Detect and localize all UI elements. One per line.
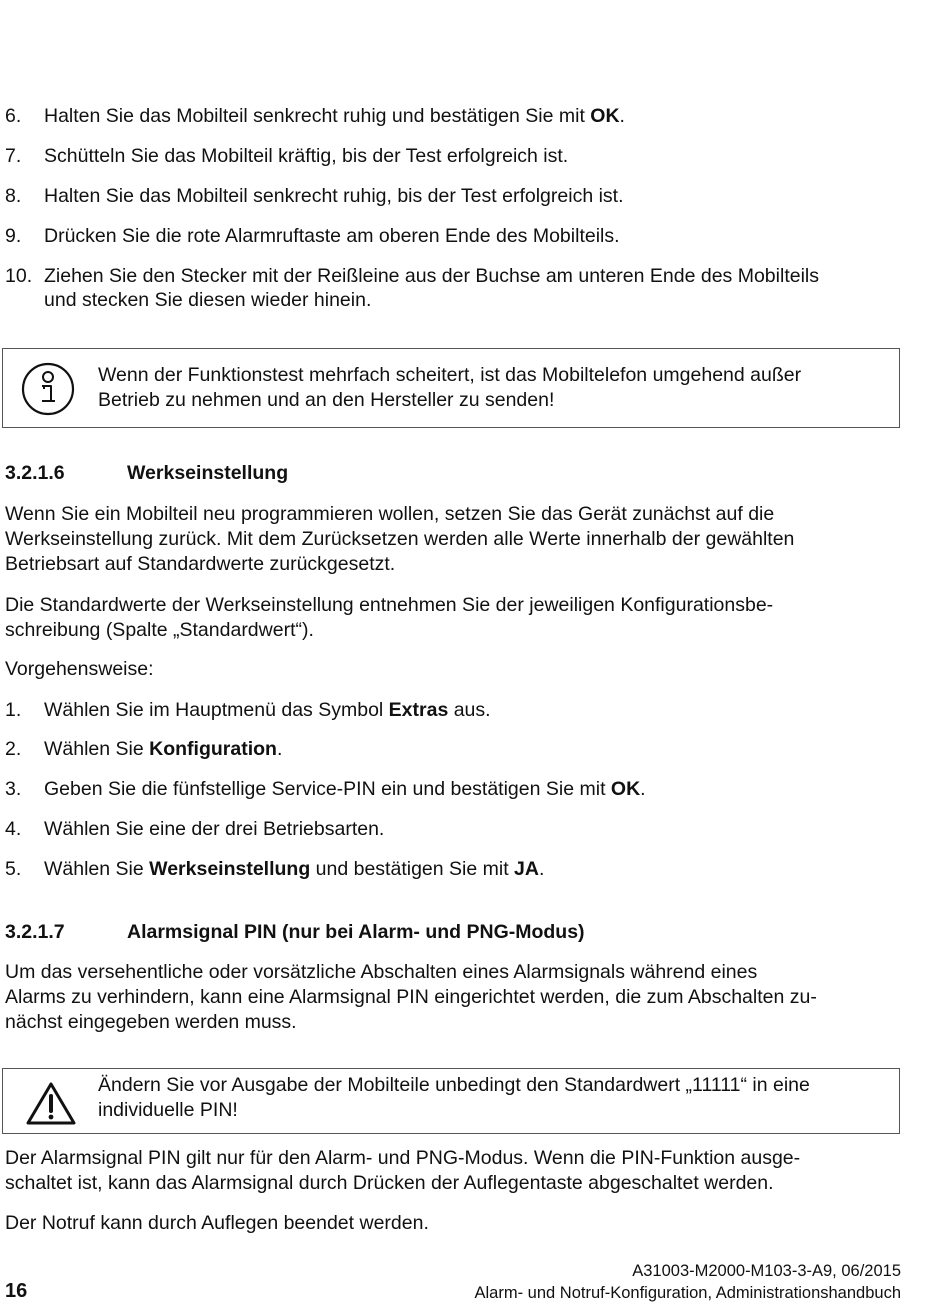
section-number: 3.2.1.6 xyxy=(5,462,65,484)
ok-keyword: OK xyxy=(590,105,620,127)
step-number: 5. xyxy=(5,858,22,880)
paragraph: Wenn Sie ein Mobilteil neu programmieren wollen, setzen Sie das Gerät zunächst auf die Werkseinstellung zurück. Mit dem Zurücksetzen werden alle Werte innerhalb der gewählten Betriebsart auf Standardwerte zurückgesetzt. xyxy=(5,503,795,575)
paragraph: Um das versehentliche oder vorsätzliche Abschalten eines Alarmsignals während eines Alarms zu verhindern, kann eine Alarmsignal PIN eingerichtet werden, die zum Abschalten zu- nächst eingegeben werden muss. xyxy=(5,961,817,1033)
paragraph: Der Alarmsignal PIN gilt nur für den Alarm- und PNG-Modus. Wenn die PIN-Funktion ausge- schaltet ist, kann das Alarmsignal durch Drücken der Auflegentaste abgeschaltet werden. xyxy=(5,1147,801,1194)
step-number: 2. xyxy=(5,738,22,760)
info-note-text: Wenn der Funktionstest mehrfach scheitert, ist das Mobiltelefon umgehend außer Betrieb zu nehmen und an den Hersteller zu senden! xyxy=(98,364,802,411)
step-number: 9. xyxy=(5,225,22,247)
step-text: Schütteln Sie das Mobilteil kräftig, bis der Test erfolgreich ist. xyxy=(44,145,569,167)
step-text: Ziehen Sie den Stecker mit der Reißleine aus der Buchse am unteren Ende des Mobilteils und stecken Sie diesen wieder hinein. xyxy=(44,265,819,311)
step-text: Halten Sie das Mobilteil senkrecht ruhig und bestätigen Sie mit OK. xyxy=(44,105,625,127)
section-number: 3.2.1.7 xyxy=(5,921,65,943)
step-text: Geben Sie die fünfstellige Service-PIN ein und bestätigen Sie mit OK. xyxy=(44,778,646,800)
step-text: Wählen Sie Konfiguration. xyxy=(44,738,283,760)
paragraph: Der Notruf kann durch Auflegen beendet werden. xyxy=(5,1212,429,1234)
step-number: 6. xyxy=(5,105,22,127)
info-icon xyxy=(20,361,76,423)
step-text: Drücken Sie die rote Alarmruftaste am oberen Ende des Mobilteils. xyxy=(44,225,620,247)
step-number: 10. xyxy=(5,265,33,287)
footer-doc-info xyxy=(475,1260,901,1304)
step-number: 1. xyxy=(5,699,22,721)
step-number: 4. xyxy=(5,818,22,840)
step-number: 8. xyxy=(5,185,22,207)
step-text: Halten Sie das Mobilteil senkrecht ruhig, bis der Test erfolgreich ist. xyxy=(44,185,624,207)
section-title: Werkseinstellung xyxy=(127,462,289,484)
paragraph: Die Standardwerte der Werkseinstellung entnehmen Sie der jeweiligen Konfigurationsbe- schreibung (Spalte „Standardwert“). xyxy=(5,594,774,641)
step-number: 7. xyxy=(5,145,22,167)
step-number: 3. xyxy=(5,778,22,800)
step-text: Wählen Sie im Hauptmenü das Symbol Extras aus. xyxy=(44,699,491,721)
section-title: Alarmsignal PIN (nur bei Alarm- und PNG-Modus) xyxy=(127,921,585,943)
document-id: A31003-M2000-M103-3-A9, 06/2015 xyxy=(632,1262,901,1280)
warning-note-text: Ändern Sie vor Ausgabe der Mobilteile unbedingt den Standardwert „11111“ in eine individuelle PIN! xyxy=(98,1074,810,1121)
document-title: Alarm- und Notruf-Konfiguration, Administrationshandbuch xyxy=(474,1284,901,1302)
page-number: 16 xyxy=(5,1280,28,1302)
paragraph: Vorgehensweise: xyxy=(5,658,154,680)
warning-triangle-icon xyxy=(25,1081,77,1133)
warning-note-box xyxy=(2,1068,900,1134)
info-note-box xyxy=(2,348,900,428)
step-text: Wählen Sie Werkseinstellung und bestätigen Sie mit JA. xyxy=(44,858,545,880)
step-text: Wählen Sie eine der drei Betriebsarten. xyxy=(44,818,385,840)
